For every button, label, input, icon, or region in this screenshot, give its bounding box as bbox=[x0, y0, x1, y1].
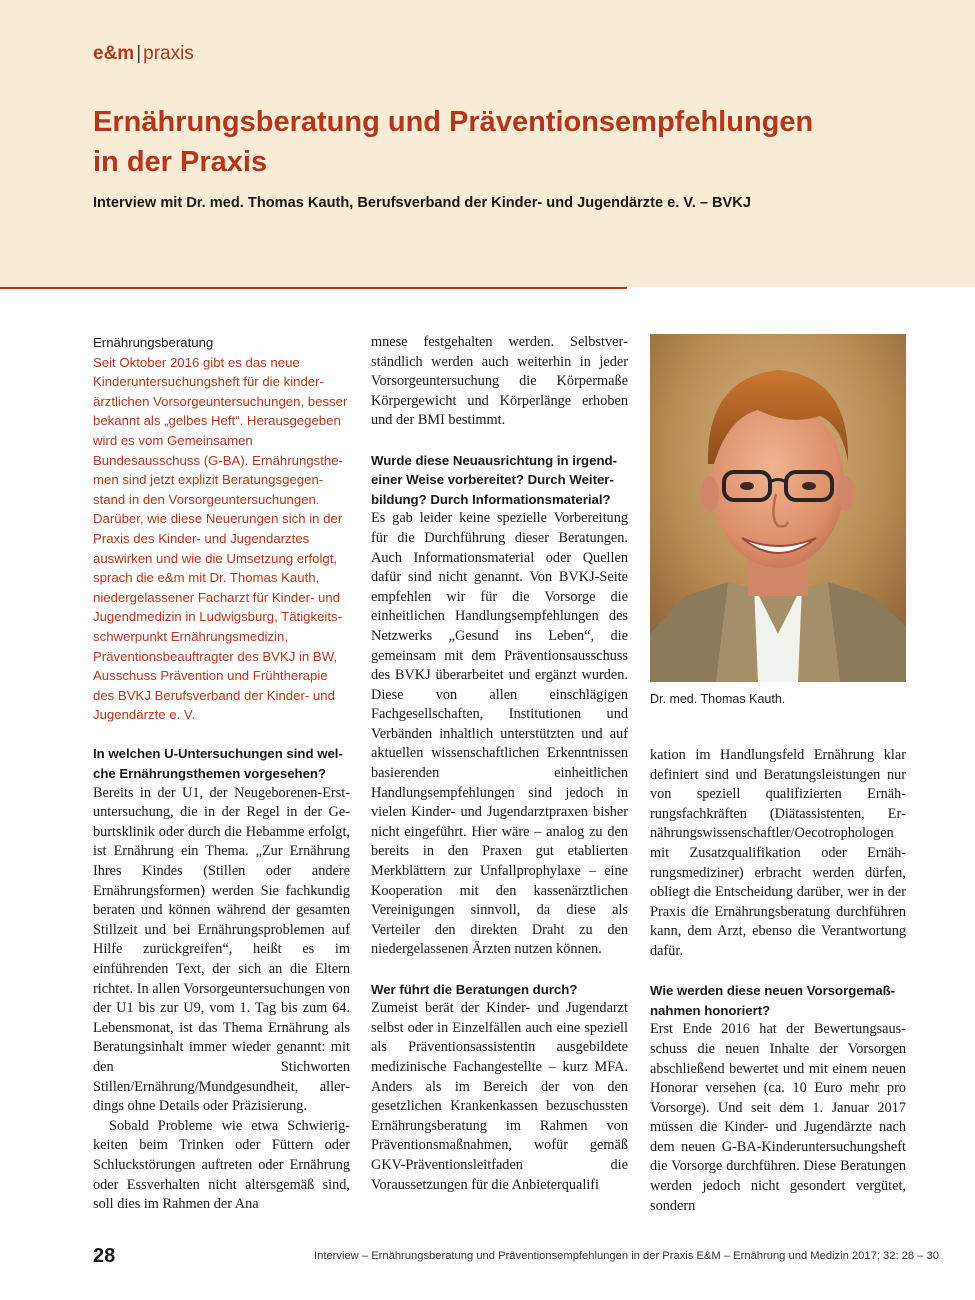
question-heading: Wurde diese Neuausrichtung in irgendeiner Weise vorbereitet? Durch Weiterbildung? Durch Informationsmaterial? bbox=[371, 452, 617, 507]
title-line-1: Ernährungsberatung und Präventionsempfehlungen bbox=[93, 106, 814, 138]
article-subtitle: Interview mit Dr. med. Thomas Kauth, Berufsverband der Kinder- und Jugendärzte e. V. – BVKJ bbox=[93, 195, 751, 211]
answer-paragraph: kation im Handlungsfeld Ernährung klar definiert sind und Beratungsleistungen nur von speziell qualifizierten Ernährungsfachkräften (Diätassistenten, Ernährungswissenschaftler/Oecotrophologen mit Zusatzqualifikation oder Ernährungsmediziner) erbracht werden dürfen, obliegt die Entscheidung darüber, wer in der Praxis die Ernährungsberatung durchführen kann, dem Arzt, ebenso die Verantwortung dafür. bbox=[650, 747, 906, 959]
question-heading: In welchen U-Untersuchungen sind welche Ernährungsthemen vorgesehen? bbox=[93, 746, 343, 782]
answer-paragraph: Sobald Probleme wie etwa Schwierigkeiten beim Trinken oder Füttern oder Schluckstörungen auftreten oder Ernährung oder Essverhalten nicht altersgemäß sind, soll dies im Rahmen der Ana bbox=[93, 1117, 350, 1213]
section-separator: | bbox=[136, 43, 142, 64]
column-1 bbox=[93, 333, 350, 1215]
column-2 bbox=[371, 333, 628, 1195]
answer-paragraph: Es gab leider keine spezielle Vorbereitung für die Durchführung dieser Beratungen. Auch Informationsmaterial oder Quellen dafür sind nicht genannt. Von BVKJ-Seite empfehlen wir für die Vorsorge die einheitlichen Handlungsempfehlungen des Netzwerks „Gesund ins Leben“, die gemeinsam mit dem Präventionsausschuss des BVKJ überarbeitet und ergänzt wurden. Diese von allen einschlägigen Fachgesellschaften, Institutionen und Verbänden inhaltlich unterstützten und auf aktuellen wissenschaftlichen Erkenntnissen basierenden einheitlichen Handlungsempfehlungen sind jedoch in vielen Kinder- und Jugendarztpraxen bisher nicht eingeführt. Hier wäre – analog zu den bereits in den Praxen gut etablierten Merkblättern zur Unfallprophylaxe – eine Kooperation mit den kassenärztlichen Vereinigungen sinnvoll, da diese als Verteiler den direkten Draht zu den niedergelassenen Ärzten nutzen können. bbox=[371, 510, 628, 958]
section-name: praxis bbox=[143, 43, 194, 64]
answer-paragraph: Bereits in der U1, der Neugeborenen-Erstuntersuchung, die in der Regel in der Geburtsklinik oder durch die Hebamme erfolgt, ist Ernährung ein Thema. „Zur Ernährung Ihres Kindes (Stillen oder andere Ernährungsformen) werden Sie fachkundig beraten und können während der gesamten Stillzeit und bei Ernährungsproblemen auf Hilfe zurückgreifen“, heißt es im einführenden Text, der sich an die Eltern richtet. In allen Vorsorgeuntersuchungen von der U1 bis zur U9, vom 1. Tag bis zum 64. Lebensmonat, ist das Thema Ernährung als Beratungsinhalt immer wieder genannt: mit den Stichworten Stillen/Ernährung/Mundgesundheit, allerdings ohne Details oder Präzisierung. bbox=[93, 784, 350, 1115]
photo-caption: Dr. med. Thomas Kauth. bbox=[650, 692, 786, 706]
answer-paragraph: Zumeist berät der Kinder- und Jugendarzt selbst oder in Einzelfällen auch eine speziell als Präventionsassistentin ausgebildete medizinische Fachangestellte – kurz MFA. Anders als im Bereich der von den gesetzlichen Krankenkassen bezuschussten Ernährungsberatung im Rahmen von Präventionsmaßnahmen, wofür gemäß GKV-Präventionsleitfaden die Voraussetzungen für die Anbieterqualifi bbox=[371, 1000, 628, 1193]
answer-paragraph: Erst Ende 2016 hat der Bewertungsausschuss die neuen Inhalte der Vorsorgen abschließend bewertet und mit einem neuen Honorar versehen (ca. 10 Euro mehr pro Vorsorge). Und seit dem 1. Januar 2017 müssen die Kinder- und Jugendärzte nach dem neuen G-BA-Kinderuntersuchungsheft die Vorsorge durchführen. Diese Beratungen werden jedoch nicht gesondert vergütet, sondern bbox=[650, 1021, 906, 1214]
title-line-2: in der Praxis bbox=[93, 146, 268, 178]
article-title bbox=[93, 102, 893, 182]
question-heading: Wie werden diese neuen Vorsorgemaßnahmen honoriert? bbox=[650, 983, 896, 1018]
running-footer: Interview – Ernährungsberatung und Präventionsempfehlungen in der Praxis E&M – Ernährung und Medizin 2017; 32: 28 – 30 bbox=[314, 1250, 940, 1262]
section-label bbox=[93, 43, 194, 65]
lead-paragraph: Seit Oktober 2016 gibt es das neue Kinderuntersuchungsheft für die kinderärztlichen Vorsorgeuntersuchungen, besser bekannt als „gelbes Heft“. Herausgegeben wird es vom Gemeinsamen Bundesausschuss (G-BA). Ernährungsthemen sind jetzt explizit Beratungsgegenstand in den Vorsorgeuntersuchungen. Darüber, wie diese Neuerungen sich in der Praxis des Kinder- und Jugendarztes auswirken und wie die Umsetzung erfolgt, sprach die e&m mit Dr. Thomas Kauth, niedergelassener Facharzt für Kinder- und Jugendmedizin in Ludwigsburg, Tätigkeitsschwerpunkt Ernährungsmedizin, Präventionsbeauftragter des BVKJ in BW, Ausschuss Prävention und Frühtherapie des BVKJ Berufsverband der Kinder- und Jugendärzte e. V. bbox=[93, 354, 348, 723]
kicker: Ernährungsberatung bbox=[93, 335, 214, 350]
portrait-photo bbox=[650, 334, 906, 682]
question-heading: Wer führt die Beratungen durch? bbox=[371, 981, 578, 997]
answer-paragraph: mnese festgehalten werden. Selbstverständlich werden auch weiterhin in jeder Vorsorgeuntersuchung die Körpermaße Körpergewicht und Körperlänge erhoben und der BMI bestimmt. bbox=[371, 334, 628, 429]
header-divider bbox=[0, 287, 627, 289]
journal-brand: e&m bbox=[93, 43, 135, 64]
page-number: 28 bbox=[93, 1245, 116, 1267]
portrait-illustration bbox=[650, 334, 906, 682]
column-3 bbox=[650, 746, 906, 1216]
